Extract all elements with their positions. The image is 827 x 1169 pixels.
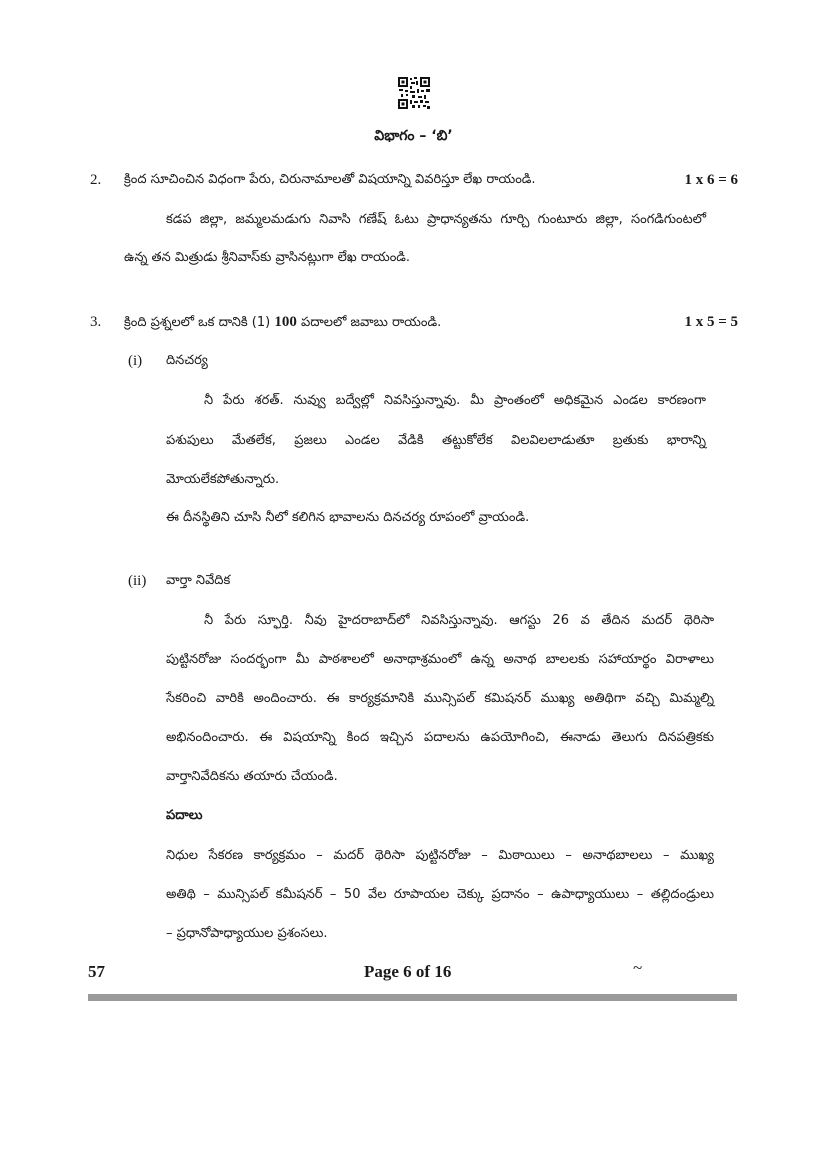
- q3-i-line-2: పశుపులు మేతలేక, ప్రజలు ఎండల వేడికి తట్టుకోలేక విలవిలలాడుతూ బ్రతుకు భారాన్ని: [166, 433, 706, 448]
- section-title: విభాగం – ‘బి’: [374, 128, 453, 144]
- q3-question: [124, 314, 441, 333]
- q3-marks: 1 x 5 = 5: [684, 314, 738, 330]
- q3-number: 3.: [90, 314, 102, 330]
- q3-ii-line-2: పుట్టినరోజు సందర్భంగా మీ పాఠశాలలో అనాథాశ్రమంలో ఉన్న అనాథ బాలలకు సహాయార్థం విరాళాలు: [166, 652, 714, 667]
- q3-ii-words-line-3: – ప్రధానోపాధ్యాయుల ప్రశంసలు.: [166, 926, 328, 941]
- paper-code: 57: [88, 962, 105, 981]
- q3-question-part-b: పదాలలో జవాబు రాయండి.: [300, 315, 442, 330]
- q3-option-i-title: దినచర్య: [166, 353, 208, 368]
- q3-i-line-4: ఈ దీనస్థితిని చూసి నీలో కలిగిన భావాలను దినచర్య రూపంలో వ్రాయండి.: [166, 510, 530, 525]
- q3-ii-words-title: పదాలు: [166, 808, 203, 823]
- q3-i-line-1: నీ పేరు శరత్. నువ్వు బద్వేల్లో నివసిస్తున్నావు. మీ ప్రాంతంలో అధికమైన ఎండల కారణంగా: [204, 393, 706, 408]
- footer-rule: [88, 994, 737, 1001]
- footer-mark: ~: [633, 958, 643, 977]
- q3-question-word-count: 100: [274, 314, 297, 330]
- qr-code: [397, 76, 431, 110]
- q2-marks: 1 x 6 = 6: [684, 172, 738, 188]
- q3-ii-line-1: నీ పేరు స్ఫూర్తి. నీవు హైదరాబాద్‌లో నివసిస్తున్నావు. ఆగస్టు 26 వ తేదిన మదర్ థెరిసా: [204, 613, 714, 628]
- q3-ii-line-5: వార్తానివేదికను తయారు చేయండి.: [166, 769, 338, 784]
- q3-ii-words-line-1: నిధుల సేకరణ కార్యక్రమం – మదర్ థెరిసా పుట్టినరోజు – మిఠాయిలు – అనాథబాలలు – ముఖ్య: [166, 848, 714, 863]
- q3-option-i-label: (i): [128, 353, 143, 369]
- q3-ii-line-3: సేకరించి వారికి అందించారు. ఈ కార్యక్రమానికి మున్సిపల్ కమిషనర్ ముఖ్య అతిథిగా వచ్చి మిమ్మల్ని: [166, 691, 714, 706]
- page-number: Page 6 of 16: [364, 962, 452, 981]
- q3-i-line-3: మోయలేకపోతున్నారు.: [166, 472, 280, 487]
- q3-option-ii-label: (ii): [128, 573, 147, 589]
- q3-ii-line-4: అభినందించారు. ఈ విషయాన్ని కింద ఇచ్చిన పదాలను ఉపయోగించి, ఈనాడు తెలుగు దినపత్రికకు: [166, 730, 714, 745]
- q2-line-2: ఉన్న తన మిత్రుడు శ్రీనివాస్‌కు వ్రాసినట్లుగా లేఖ రాయండి.: [124, 250, 411, 265]
- q2-number: 2.: [90, 172, 102, 188]
- q3-option-ii-title: వార్తా నివేదిక: [166, 573, 231, 588]
- q3-ii-words-line-2: అతిథి – మున్సిపల్ కమీషనర్ – 50 వేల రూపాయల చెక్కు ప్రదానం – ఉపాధ్యాయులు – తల్లిదండ్రులు: [166, 887, 714, 902]
- q3-question-part-a: క్రింది ప్రశ్నలలో ఒక దానికి (1): [124, 315, 271, 330]
- q2-question: క్రింద సూచించిన విధంగా పేరు, చిరునామాలతో విషయాన్ని వివరిస్తూ లేఖ రాయండి.: [124, 172, 536, 187]
- q2-line-1: కడప జిల్లా, జమ్మలమడుగు నివాసి గణేష్ ఓటు ప్రాధాన్యతను గూర్చి గుంటూరు జిల్లా, సంగడిగుంటలో: [166, 212, 706, 227]
